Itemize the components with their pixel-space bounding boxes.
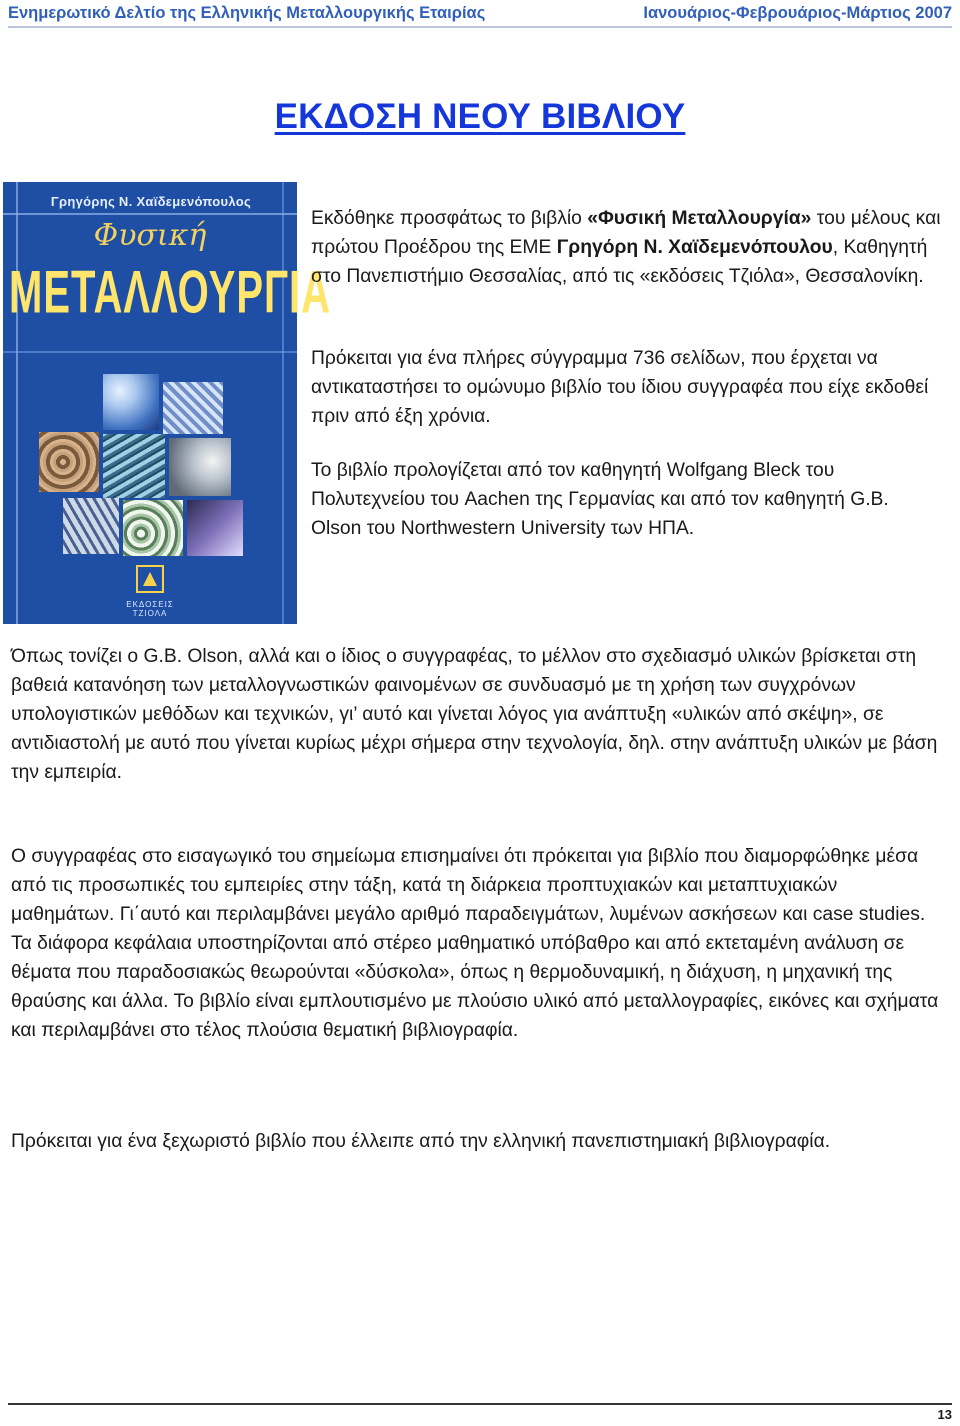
page-title: ΕΚΔΟΣΗ ΝΕΟΥ ΒΙΒΛΙΟΥ	[274, 97, 686, 136]
olson-quote-paragraph: Όπως τονίζει ο G.B. Olson, αλλά και ο ίδιος ο συγγραφέας, το μέλλον στο σχεδιασμό υλικών βρίσκεται στη βαθειά κατανόηση των μεταλλογνωστικών φαινομένων σε συνδυασμό με τη χρήση των συγχρόνων υπολογιστικών μεθόδων και τεχνικών, γι’ αυτό και γίνεται λόγος για ανάπτυξη «υλικών από σκέψη», σε αντιδιαστολή με αυτό που γίνεται κυρίως μέχρι σήμερα στην τεχνολογία, δηλ. στην ανάπτυξη υλικών με βάση την εμπειρία.	[11, 646, 938, 783]
header-divider	[8, 26, 952, 28]
cover-micrograph-7	[123, 500, 183, 556]
summary-paragraph: Πρόκειται για ένα πλήρες σύγγραμμα 736 σελίδων, που έρχεται να αντικαταστήσει το ομώνυμο βιβλίο του ίδιου συγγραφέα που είχε εκδοθεί πριν από έξη χρόνια.	[311, 348, 929, 427]
cover-micrograph-6	[63, 498, 119, 554]
cover-micrograph-1	[103, 374, 159, 430]
intro-paragraph: Εκδόθηκε προσφάτως το βιβλίο «Φυσική Μεταλλουργία» του μέλους και πρώτου Προέδρου της ΕΜΕ Γρηγόρη Ν. Χαϊδεμενόπουλου, Καθηγητή στο Πανεπιστήμιο Θεσσαλίας, από τις «εκδόσεις Τζιόλα», Θεσσαλονίκη.	[311, 208, 941, 287]
cover-micrograph-4	[103, 434, 165, 498]
running-header	[8, 0, 952, 26]
footer-divider	[8, 1403, 952, 1405]
cover-micrograph-5	[169, 438, 231, 496]
cover-micrograph-8	[187, 500, 243, 556]
cover-title-line1: Φυσική	[93, 218, 207, 253]
publisher-logo-icon	[135, 564, 165, 594]
cover-author: Γρηγόρης Ν. Χαϊδεμενόπουλος	[50, 194, 252, 209]
cover-micrograph-3	[39, 432, 99, 492]
issue-date: Ιανουάριος-Φεβρουάριος-Μάρτιος 2007	[643, 3, 952, 22]
page-number: 13	[937, 1407, 952, 1422]
cover-publisher: ΕΚΔΟΣΕΙΣ ΤΖΙΟΛΑ	[126, 600, 174, 618]
forewords-paragraph: Το βιβλίο προλογίζεται από τον καθηγητή Wolfgang Bleck του Πολυτεχνείου του Aachen της Γερμανίας και από τον καθηγητή G.B. Olson του Northwestern University των ΗΠΑ.	[311, 460, 889, 539]
closing-paragraph: Πρόκειται για ένα ξεχωριστό βιβλίο που έλλειπε από την ελληνική πανεπιστημιακή βιβλιογραφία.	[11, 1131, 831, 1152]
book-cover	[3, 182, 332, 624]
newsletter-title: Ενημερωτικό Δελτίο της Ελληνικής Μεταλλουργικής Εταιρίας	[8, 3, 486, 22]
cover-micrograph-2	[163, 382, 223, 434]
cover-title-line2: ΜΕΤΑΛΛΟΥΡΓΙΑ	[9, 260, 332, 326]
author-note-paragraph: Ο συγγραφέας στο εισαγωγικό του σημείωμα επισημαίνει ότι πρόκειται για βιβλίο που διαμορφώθηκε μέσα από τις προσωπικές του εμπειρίες στην τάξη, κατά τη διάρκεια προπτυχιακών και μεταπτυχιακών μαθημάτων. Γι΄αυτό και περιλαμβάνει μεγάλο αριθμό παραδειγμάτων, λυμένων ασκήσεων και case studies. Τα διάφορα κεφάλαια υποστηρίζονται από στέρεο μαθηματικό υπόβαθρο και από εκτεταμένη ανάλυση σε θέματα που παραδοσιακώς θεωρούνται «δύσκολα», όπως η θερμοδυναμική, η διάχυση, η μηχανική της θραύσης και άλλα. Το βιβλίο είναι εμπλουτισμένο με πλούσιο υλικό από μεταλλογραφίες, εικόνες και σχήματα και περιλαμβάνει στο τέλος πλούσια θεματική βιβλιογραφία.	[11, 846, 939, 1041]
